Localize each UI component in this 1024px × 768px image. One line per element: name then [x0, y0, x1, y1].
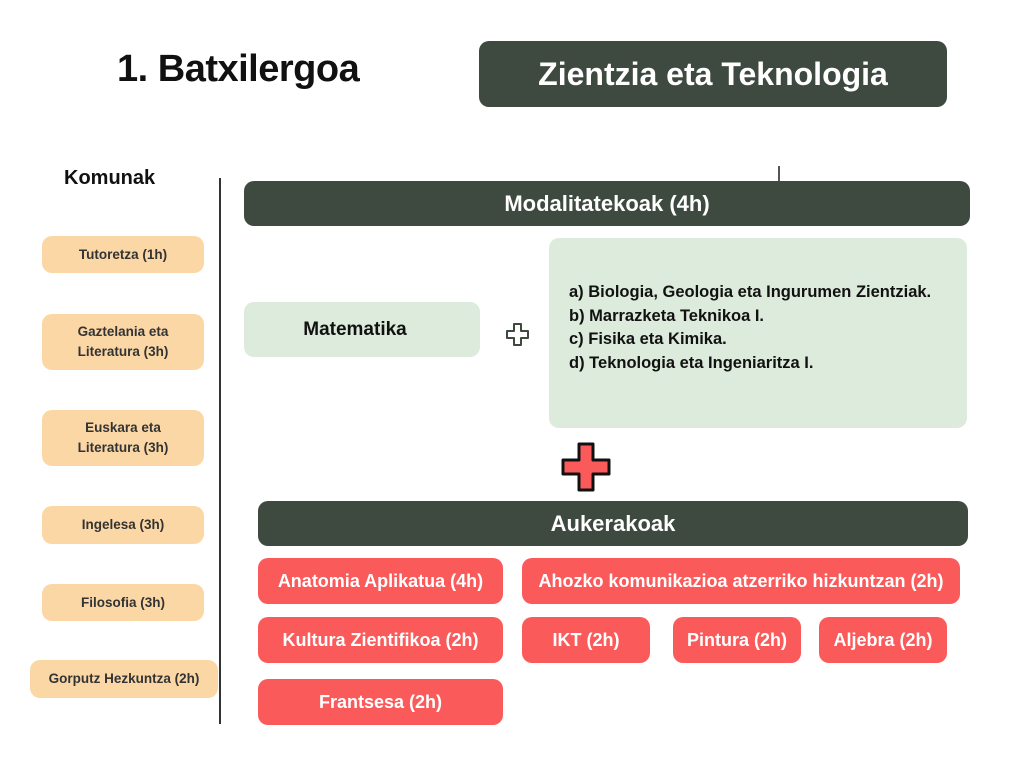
- aukerakoak-item-anatomia: Anatomia Aplikatua (4h): [258, 558, 503, 604]
- option-c: c) Fisika eta Kimika.: [569, 330, 727, 348]
- modalitatekoak-title: Modalitatekoak (4h): [504, 190, 710, 216]
- komunak-title: Komunak: [64, 167, 156, 189]
- komunak-item-tutoretza: Tutoretza (1h): [42, 236, 204, 273]
- plus-red-icon: [559, 440, 613, 494]
- plus-outline-icon: [505, 322, 530, 347]
- aukerakoak-item-ahozko: Ahozko komunikazioa atzerriko hizkuntzan (2h): [522, 558, 960, 604]
- matematika-box: [244, 302, 480, 357]
- divider-line: [219, 178, 221, 724]
- modalitatekoak-options-box: [549, 238, 967, 428]
- komunak-item-gaztelania: Gaztelania eta Literatura (3h): [42, 314, 204, 370]
- aukerakoak-item-pintura: Pintura (2h): [673, 617, 801, 663]
- komunak-item-gorputz: Gorputz Hezkuntza (2h): [30, 660, 218, 698]
- komunak-item-ingelesa: Ingelesa (3h): [42, 506, 204, 544]
- divider-tick: [778, 166, 780, 181]
- komunak-item-euskara: Euskara eta Literatura (3h): [42, 410, 204, 466]
- matematika-label: Matematika: [303, 318, 407, 340]
- aukerakoak-bar: [258, 501, 968, 546]
- aukerakoak-item-kultura: Kultura Zientifikoa (2h): [258, 617, 503, 663]
- page-title: 1. Batxilergoa: [117, 48, 360, 90]
- option-b: b) Marrazketa Teknikoa I.: [569, 306, 765, 325]
- komunak-item-filosofia: Filosofia (3h): [42, 584, 204, 621]
- option-a: a) Biologia, Geologia eta Ingurumen Zientziak.: [569, 283, 932, 301]
- aukerakoak-item-frantsesa: Frantsesa (2h): [258, 679, 503, 725]
- aukerakoak-title: Aukerakoak: [550, 510, 676, 536]
- modality-header-label: Zientzia eta Teknologia: [538, 55, 888, 92]
- modality-header: [479, 41, 947, 107]
- aukerakoak-item-aljebra: Aljebra (2h): [819, 617, 947, 663]
- option-d: d) Teknologia eta Ingeniaritza I.: [569, 353, 814, 372]
- modalitatekoak-bar: [244, 181, 970, 226]
- aukerakoak-item-ikt: IKT (2h): [522, 617, 650, 663]
